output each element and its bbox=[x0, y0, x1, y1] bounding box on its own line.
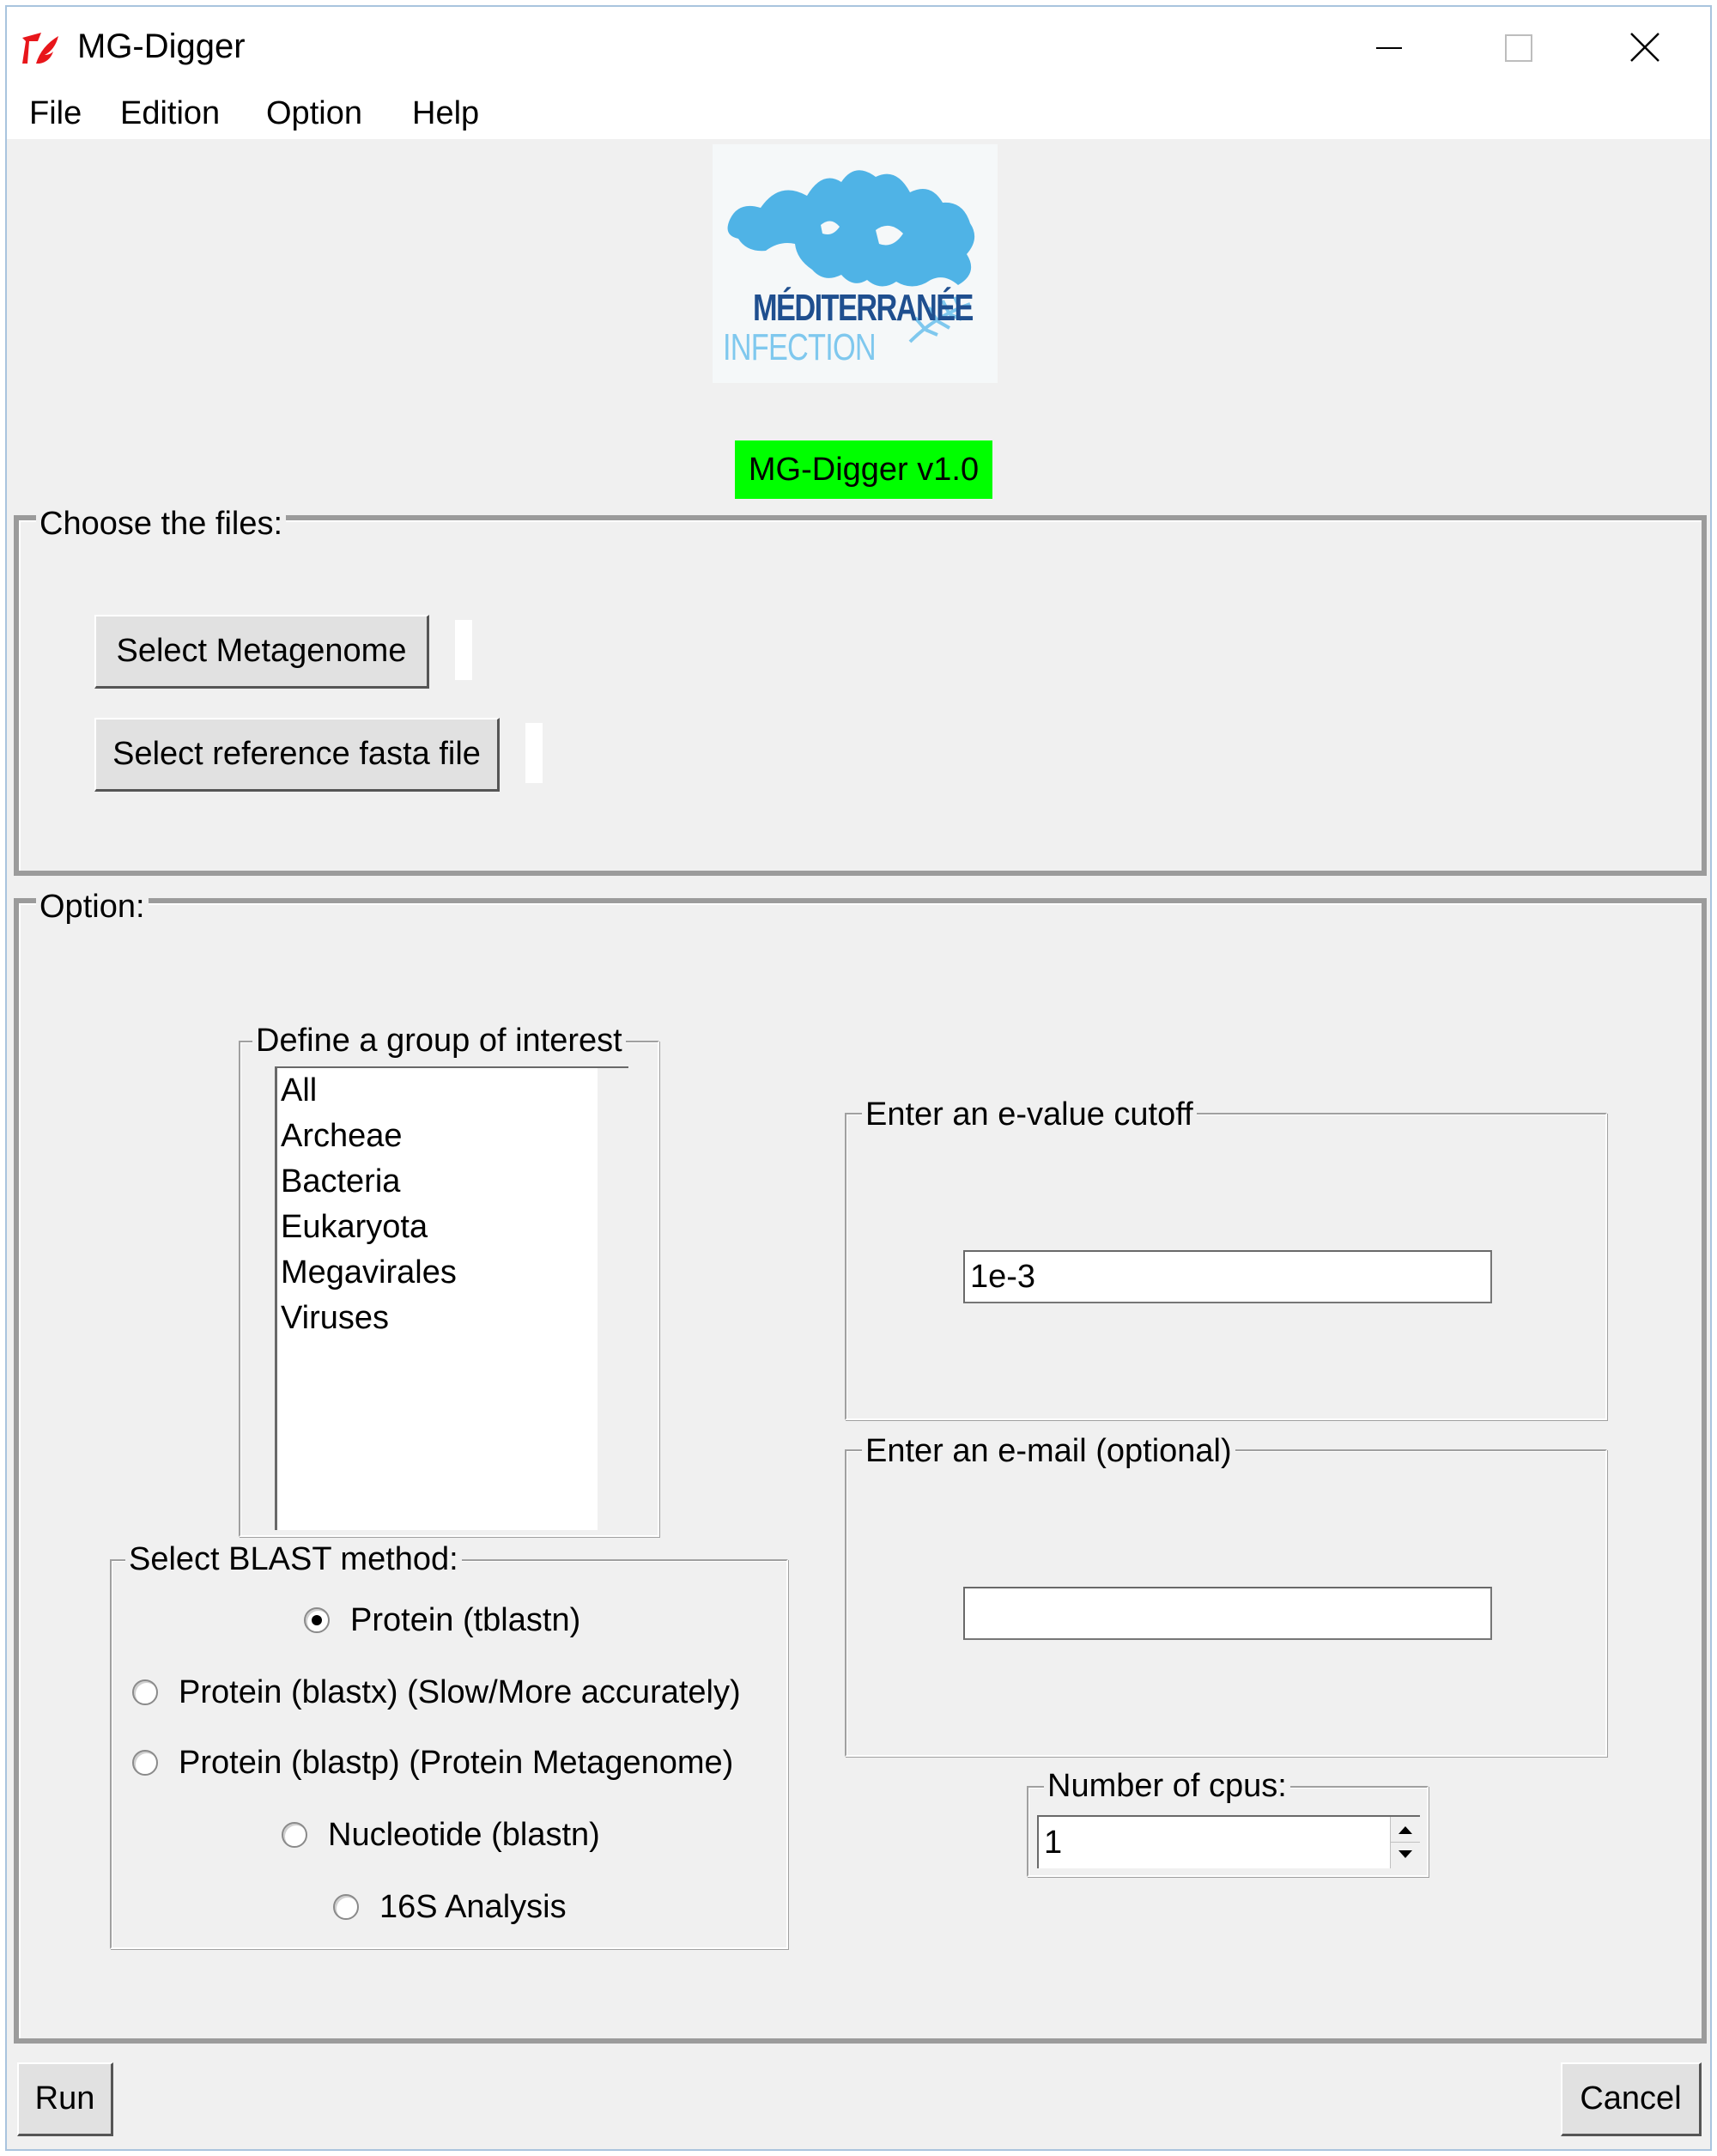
cancel-button[interactable]: Cancel bbox=[1561, 2062, 1702, 2136]
list-item[interactable]: Bacteria bbox=[281, 1163, 401, 1199]
logo-line1: MÉDITERRANÉE bbox=[753, 287, 973, 329]
radio-label: Protein (tblastn) bbox=[350, 1601, 581, 1638]
evalue-input[interactable] bbox=[963, 1250, 1492, 1303]
spin-down-icon[interactable] bbox=[1391, 1843, 1420, 1868]
blast-legend: Select BLAST method: bbox=[125, 1540, 462, 1578]
files-legend: Choose the files: bbox=[36, 505, 286, 543]
mediterranee-infection-logo bbox=[713, 144, 998, 383]
list-item[interactable]: Archeae bbox=[281, 1118, 403, 1154]
listbox-scrollbar[interactable] bbox=[598, 1068, 628, 1530]
tk-feather-icon bbox=[19, 26, 64, 70]
maximize-button[interactable] bbox=[1453, 7, 1582, 88]
radio-blastp[interactable] bbox=[132, 1740, 733, 1786]
radio-blastn[interactable] bbox=[282, 1812, 600, 1858]
select-reference-button[interactable]: Select reference fasta file bbox=[94, 718, 500, 792]
maximize-icon bbox=[1453, 7, 1582, 88]
files-frame bbox=[14, 515, 1707, 876]
radio-icon bbox=[132, 1750, 158, 1776]
menu-file[interactable]: File bbox=[29, 95, 82, 131]
reference-path-field bbox=[525, 723, 543, 783]
close-icon bbox=[1582, 7, 1711, 88]
group-listbox[interactable] bbox=[275, 1066, 628, 1530]
menu-bar bbox=[7, 88, 1710, 139]
evalue-legend: Enter an e-value cutoff bbox=[862, 1096, 1197, 1133]
radio-label: 16S Analysis bbox=[379, 1888, 567, 1925]
radio-icon bbox=[132, 1679, 158, 1705]
run-button[interactable]: Run bbox=[17, 2062, 113, 2136]
main-window bbox=[5, 5, 1712, 2151]
spin-up-icon[interactable] bbox=[1391, 1817, 1420, 1843]
menu-help[interactable]: Help bbox=[412, 95, 480, 131]
cpus-value[interactable]: 1 bbox=[1044, 1825, 1063, 1861]
minimize-button[interactable] bbox=[1325, 7, 1453, 88]
select-metagenome-button[interactable]: Select Metagenome bbox=[94, 615, 429, 689]
radio-label: Protein (blastp) (Protein Metagenome) bbox=[179, 1744, 734, 1781]
cpus-legend: Number of cpus: bbox=[1044, 1767, 1290, 1805]
close-button[interactable] bbox=[1582, 7, 1711, 88]
option-legend: Option: bbox=[36, 888, 149, 926]
radio-icon bbox=[282, 1822, 307, 1848]
metagenome-path-field bbox=[455, 620, 472, 680]
version-label: MG-Digger v1.0 bbox=[735, 440, 992, 499]
menu-option[interactable]: Option bbox=[266, 95, 362, 131]
list-item[interactable]: All bbox=[281, 1072, 318, 1108]
menu-edition[interactable]: Edition bbox=[120, 95, 221, 131]
radio-blastx[interactable] bbox=[132, 1669, 741, 1716]
radio-icon bbox=[333, 1894, 359, 1920]
radio-label: Nucleotide (blastn) bbox=[328, 1816, 600, 1853]
radio-tblastn[interactable] bbox=[304, 1597, 580, 1643]
email-input[interactable] bbox=[963, 1587, 1492, 1640]
list-item[interactable]: Eukaryota bbox=[281, 1209, 428, 1245]
group-legend: Define a group of interest bbox=[252, 1022, 626, 1060]
list-item[interactable]: Megavirales bbox=[281, 1254, 457, 1291]
radio-selected-icon bbox=[304, 1607, 330, 1633]
cpus-spinbox[interactable] bbox=[1037, 1815, 1420, 1868]
list-item[interactable]: Viruses bbox=[281, 1300, 390, 1336]
logo-line2: INFECTION bbox=[723, 326, 876, 368]
spin-arrows bbox=[1390, 1817, 1420, 1868]
email-legend: Enter an e-mail (optional) bbox=[862, 1432, 1235, 1470]
radio-label: Protein (blastx) (Slow/More accurately) bbox=[179, 1673, 741, 1710]
window-title: MG-Digger bbox=[77, 27, 246, 65]
radio-16s[interactable] bbox=[333, 1884, 567, 1930]
minimize-icon bbox=[1325, 7, 1453, 88]
title-bar bbox=[7, 7, 1710, 88]
